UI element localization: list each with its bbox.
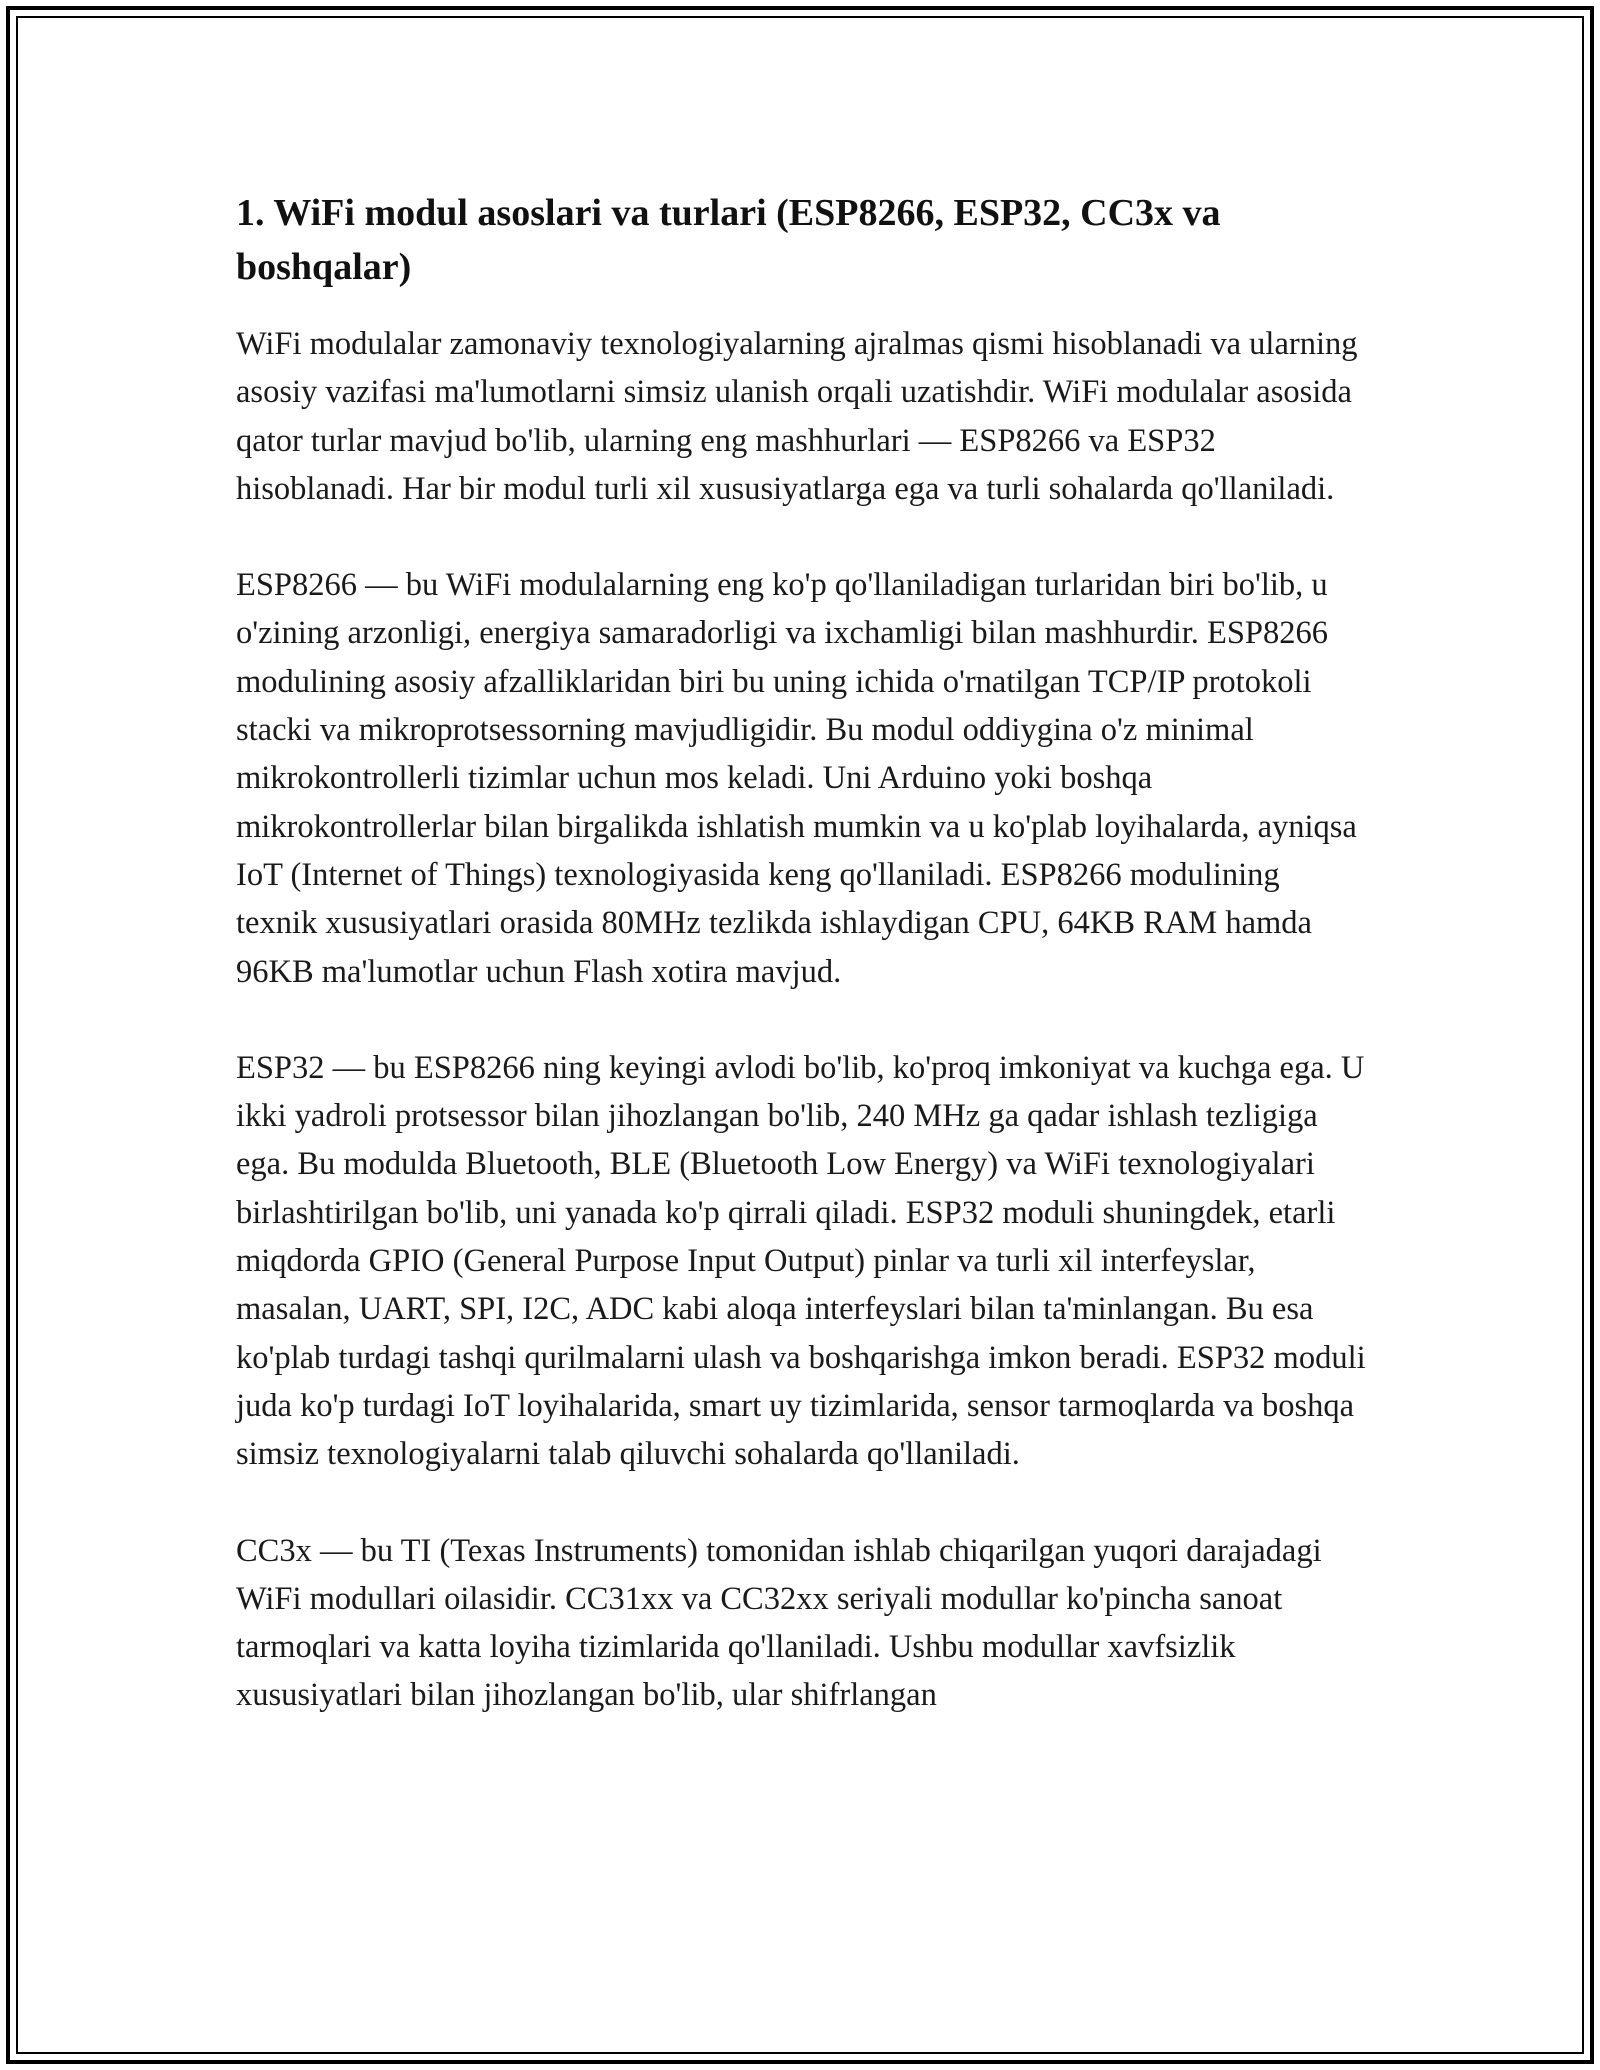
document-body bbox=[236, 186, 1366, 1768]
paragraph-intro: WiFi modulalar zamonaviy texnologiyalarning ajralmas qismi hisoblanadi va ularning asosiy vazifasi ma'lumotlarni simsiz ulanish orqali uzatishdir. WiFi modulalar asosida qator turlar mavjud bo'lib, ularning eng mashhurlari — ESP8266 va ESP32 hisoblanadi. Har bir modul turli xil xususiyatlarga ega va turli sohalarda qo'llaniladi. bbox=[236, 326, 1358, 507]
paragraph-cc3x: CC3x — bu TI (Texas Instruments) tomonidan ishlab chiqarilgan yuqori darajadagi WiFi modullari oilasidir. CC31xx va CC32xx seriyali modullar ko'pincha sanoat tarmoqlari va katta loyiha tizimlarida qo'llaniladi. Ushbu modullar xavfsizlik xususiyatlari bilan jihozlangan bo'lib, ular shifrlangan bbox=[236, 1532, 1322, 1714]
section-heading: 1. WiFi modul asoslari va turlari (ESP8266, ESP32, CC3x va boshqalar) bbox=[236, 192, 1221, 288]
paragraph-esp8266: ESP8266 — bu WiFi modulalarning eng ko'p qo'llaniladigan turlaridan biri bo'lib, u o'zining arzonligi, energiya samaradorligi va ixchamligi bilan mashhurdir. ESP8266 modulining asosiy afzalliklaridan biri bu uning ichida o'rnatilgan TCP/IP protokoli stacki va mikroprotsessorning mavjudligidir. Bu modul oddiygina o'z minimal mikrokontrollerli tizimlar uchun mos keladi. Uni Arduino yoki boshqa mikrokontrollerlar bilan birgalikda ishlatish mumkin va u ko'plab loyihalarda, ayniqsa IoT (Internet of Things) texnologiyasida keng qo'llaniladi. ESP8266 modulining texnik xususiyatlari orasida 80MHz tezlikda ishlaydigan CPU, 64KB RAM hamda 96KB ma'lumotlar uchun Flash xotira mavjud. bbox=[236, 567, 1357, 990]
paragraph-esp32: ESP32 — bu ESP8266 ning keyingi avlodi bo'lib, ko'proq imkoniyat va kuchga ega. U ikki yadroli protsessor bilan jihozlangan bo'lib, 240 MHz ga qadar ishlash tezligiga ega. Bu modulda Bluetooth, BLE (Bluetooth Low Energy) va WiFi texnologiyalari birlashtirilgan bo'lib, uni yanada ko'p qirrali qiladi. ESP32 moduli shuningdek, etarli miqdorda GPIO (General Purpose Input Output) pinlar va turli xil interfeyslar, masalan, UART, SPI, I2C, ADC kabi aloqa interfeyslari bilan ta'minlangan. Bu esa ko'plab turdagi tashqi qurilmalarni ulash va boshqarishga imkon beradi. ESP32 moduli juda ko'p turdagi IoT loyihalarida, smart uy tizimlarida, sensor tarmoqlarda va boshqa simsiz texnologiyalarni talab qiluvchi sohalarda qo'llaniladi. bbox=[236, 1049, 1366, 1473]
